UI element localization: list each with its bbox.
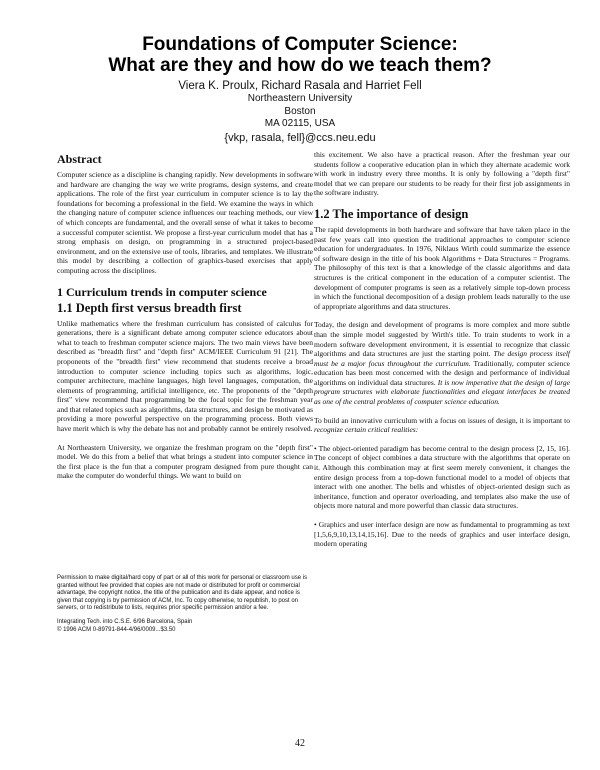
abstract-heading: Abstract (57, 152, 102, 166)
affiliation-state: MA 02115, USA (264, 118, 336, 129)
right-column (314, 150, 570, 558)
abstract-text: Computer science as a discipline is changing rapidly. New developments in software and hardware are changing the way we write programs, design systems, and create applications. The role of the first year curriculum in computer science is to lay the foundations for becoming a professional in the field. We examine the ways in which the changing nature of computer science influences our teaching methods, our view of which concepts are fundamental, and the overall sense of what it takes to become a successful computer scientist. We propose a first-year curriculum model that has a strong emphasis on design, on programming in a structured project-based environment, and on the extensive use of tools, libraries, and templates. We illustrate this model by describing a collection of graphics-based exercises that apply computing across the disciplines. (57, 170, 313, 275)
section-1-1-continuation: this excitement. We also have a practical reason. After the freshman year our students follow a cooperative education plan in which they alternate academic work with work in industry every three months. It is only by following a "depth first" model that we can prepare our students to be ready for their first job assignments in the software industry. (314, 150, 570, 198)
copyright-line: © 1996 ACM 0-89791-844-4/96/0009...$3.50 (57, 626, 176, 633)
section-1-2-heading: 1.2 The importance of design (314, 206, 469, 221)
author-list: Viera K. Proulx, Richard Rasala and Harriet Fell (178, 80, 422, 92)
paragraph-2-emphasis-b: It is now imperative that the design of large program structures with elaborate functionalities and elegant interfaces be treated as one of the central problems of computer science education. (314, 377, 570, 407)
bullet-object-oriented: • The object-oriented paradigm has become central to the design process [2, 15, 16]. The concept of object combines a data structure with the algorithms that operate on it. Although this combination may at first seem merely convenient, it changes the entire design process from a top-down functional model to a model of objects that interact with one another. The bells and whistles of object-oriented design such as inheritance, function and operator overloading, and templates also make the use of objects more natural and more powerful than classic data structures. (314, 443, 570, 511)
section-1-1-paragraph-1: Unlike mathematics where the freshman curriculum has consisted of calculus for generations, there is a significant debate among computer science educators about what to teach to freshman computer science majors. The two main views have been described as "breadth first" and "depth first" ACM/IEEE Curriculum 91 [21]. The proponents of the "breadth first" view recommend that students receive a broad introduction to computer science including topics such as algorithms, logic, computer architecture, machine languages, high level languages, computation, the elements of programming, artificial intelligence, etc. The proponents of the "depth first" view recommend that programming be the focal topic for the freshman year and that related topics such as algorithms, data structures, and design be motivated as providing a more powerful perspective on the programming process. Both views have merit which is why the debate has not and probably cannot be entirely resolved. (57, 318, 313, 434)
paragraph-2-emphasis-a: The design process itself must be a major focus throughout the curriculum. (314, 349, 570, 368)
paper-header (0, 34, 600, 145)
section-1-2-paragraph-3 (314, 416, 570, 435)
paragraph-2-text-b: Traditionally, computer science education has been most concerned with the design and performance of individual algorithms on individual data structures. (314, 358, 570, 387)
author-emails: {vkp, rasala, fell}@ccs.neu.edu (224, 131, 376, 144)
section-1-heading: 1 Curriculum trends in computer science (57, 284, 267, 299)
paragraph-2-text-a: Today, the design and development of programs is more complex and more subtle than the simple model suggested by Wirth's title. To train students to work in a modern software development environment, it is essential to recognize that classic algorithms and data structures are just the starting point. (314, 320, 570, 359)
affiliation-university: Northeastern University (247, 93, 353, 104)
bullet-graphics: • Graphics and user interface design are now as fundamental to programming as text [1,5,6,9,10,13,14,15,16]. Due to the needs of graphics and user interface design, modern operating (314, 520, 570, 549)
section-1-2-paragraph-2 (314, 320, 570, 406)
section-1-1-heading: 1.1 Depth first versus breadth first (57, 300, 242, 315)
affiliation-city: Boston (284, 105, 316, 117)
page-number: 42 (295, 738, 305, 749)
permission-notice: Permission to make digital/hard copy of part or all of this work for personal or classroom use is granted without fee provided that copies are not made or distributed for profit or commercial advantage, the copyright notice, the title of the publication and its date appear, and notice is given that copying is by permission of ACM, Inc. To copy otherwise, to republish, to post on servers, or to redistribute to lists, requires prior specific permission and/or a fee. (57, 575, 308, 612)
paper-title-line-2: What are they and how do we teach them? (108, 55, 492, 76)
paragraph-3-text: To build an innovative curriculum with a focus on issues of design, it is important to (314, 415, 570, 425)
paragraph-3-emphasis: recognize certain critical realities: (314, 425, 419, 435)
left-column (57, 152, 313, 487)
paper-title-line-1: Foundations of Computer Science: (142, 34, 458, 55)
section-1-1-paragraph-2: At Northeastern University, we organize the freshman program on the "depth first" model. We do this from a belief that what brings a student into computer science in the first place is the fun that a computer program designed from pure thought can make the computer do wonderful things. We want to build on (57, 442, 313, 481)
copyright-footnote (57, 575, 313, 634)
section-1-2-paragraph-1: The rapid developments in both hardware and software that have taken place in the past few years call into question the traditional approaches to computer science education for undergraduates. In 1976, Niklaus Wirth could summarize the essence of software design in the title of his book Algorithms + Data Structures = Programs. The philosophy of this text is that a knowledge of the classic algorithms and data structures is the critical component in the education of a computer scientist. The development of computer programs is seen as a relatively simple top-down process in which the functional decomposition of a design problem leads naturally to the use of appropriate algorithms and data structures. (314, 224, 570, 311)
conference-info: Integrating Tech. into C.S.E. 6/96 Barcelona, Spain (57, 618, 193, 625)
